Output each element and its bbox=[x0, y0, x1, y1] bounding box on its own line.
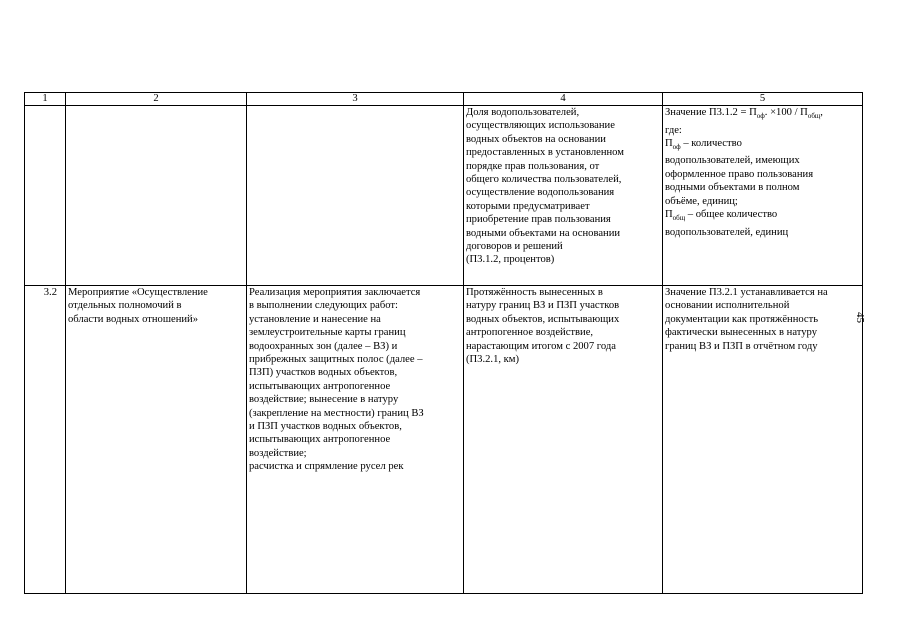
subscript-of: оф bbox=[756, 112, 765, 121]
measure-description-cell bbox=[247, 106, 464, 286]
page-number: 45 bbox=[854, 312, 866, 323]
subscript-obsh: общ bbox=[807, 112, 821, 121]
column-header-2: 2 bbox=[66, 93, 247, 106]
measure-name-cell bbox=[66, 106, 247, 286]
table-row bbox=[25, 106, 863, 286]
header-row bbox=[25, 93, 863, 106]
measure-description-cell: Реализация мероприятия заключается в выполнении следующих работ: установление и нанесение на землеустроительные карты границ водоохранных зон (далее – ВЗ) и прибрежных защитных полос (далее – ПЗП) участков водных объектов, испытывающих антропогенное воздействие; вынесение в натуру (закрепление на местности) границ ВЗ и ПЗП участков водных объектов, испытывающих антропогенное воздействие; расчистка и спрямление русел рек bbox=[247, 286, 464, 594]
subscript-of-2: оф bbox=[672, 143, 681, 152]
formula-cell: Значение П3.2.1 устанавливается на основании исполнительной документации как протяжённость фактически вынесенных в натуру границ ВЗ и ПЗП в отчётном году bbox=[663, 286, 863, 594]
row-number-cell bbox=[25, 106, 66, 286]
column-header-5: 5 bbox=[663, 93, 863, 106]
formula-cell: Значение $П3.1.2 = П_{оф}$. $\times 100 / П_{общ}$, где: $П_{оф}$ – количество водопользователей, имеющих оформленное право пользования водными объектами в полном объёме, единиц; $П_{общ}$ – общее количество водопользователей, единиц bbox=[663, 106, 863, 286]
table-row bbox=[25, 286, 863, 594]
column-header-3: 3 bbox=[247, 93, 464, 106]
measure-name-cell: Мероприятие «Осуществление отдельных полномочий в области водных отношений» bbox=[66, 286, 247, 594]
document-table bbox=[24, 92, 863, 594]
subscript-obsh-2: общ bbox=[672, 214, 686, 223]
column-header-4: 4 bbox=[464, 93, 663, 106]
row-number-cell: 3.2 bbox=[25, 286, 66, 594]
indicator-cell: Протяжённость вынесенных в натуру границ ВЗ и ПЗП участков водных объектов, испытывающих антропогенное воздействие, нарастающим итогом с 2007 года (П3.2.1, км) bbox=[464, 286, 663, 594]
indicator-cell: Доля водопользователей, осуществляющих использование водных объектов на основании предоставленных в установленном порядке прав пользования, от общего количества пользователей, осуществление водопользования которыми предусматривает приобретение прав пользования водными объектами на основании договоров и решений (П3.1.2, процентов) bbox=[464, 106, 663, 286]
column-header-1: 1 bbox=[25, 93, 66, 106]
